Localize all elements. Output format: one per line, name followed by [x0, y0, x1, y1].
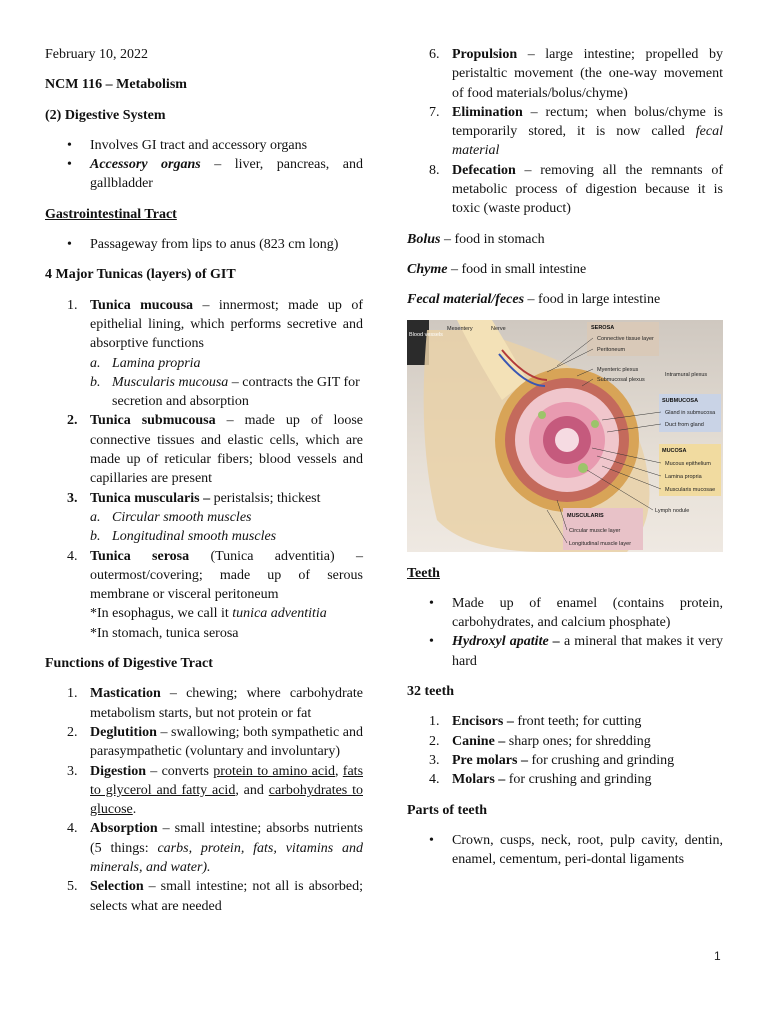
- item-number: 4.: [429, 772, 440, 788]
- list-item: [407, 161, 723, 219]
- list-item-text: – innermost; made up of epithelial lining, which performs secretive and absorptive functions: [90, 297, 363, 352]
- list-item-text: – removing all the remnants of metabolic process of digestion because it is toxic (waste product): [452, 162, 723, 217]
- course-title: NCM 116 – Metabolism: [45, 77, 187, 93]
- figure-label: Myenteric plexus: [597, 366, 639, 373]
- term: Pre molars –: [452, 752, 528, 768]
- git-heading: Gastrointestinal Tract: [45, 206, 177, 222]
- italic-phrase: fecal material: [452, 124, 723, 159]
- term: Hydroxyl apatite –: [452, 634, 560, 650]
- functions-heading: Functions of Digestive Tract: [45, 656, 213, 672]
- item-number: 2.: [429, 733, 440, 749]
- list-item-text: (Tunica adventitia) – outermost/covering; made up of serous membrane or visceral peritoneum: [90, 548, 363, 603]
- definition-bolus: [407, 230, 723, 249]
- list-item: [45, 296, 363, 354]
- underlined-phrase: protein to amino acid: [213, 763, 335, 779]
- figure-label: Mucous epithelium: [665, 460, 711, 467]
- figure-label: Longitudinal muscle layer: [569, 540, 632, 547]
- sub-item: [45, 508, 363, 527]
- item-number: 3.: [67, 763, 78, 779]
- list-item-text: a mineral that makes it very hard: [452, 634, 723, 669]
- term: Mastication: [90, 686, 161, 702]
- term: Tunica mucousa: [90, 297, 194, 313]
- term: Absorption: [90, 821, 158, 837]
- term: Tunica serosa: [90, 548, 190, 564]
- lumen: [555, 428, 579, 452]
- section-title: (2) Digestive System: [45, 107, 166, 123]
- figure-label: Duct from gland: [665, 421, 704, 428]
- term: Chyme: [407, 261, 448, 277]
- list-item: [45, 723, 363, 762]
- definition-chyme: [407, 260, 723, 279]
- term: Muscularis mucousa: [112, 374, 229, 390]
- list-item-text: – made up of loose connective tissues and elastic cells, which are made up of reticular fibers; blood vessels and capillaries are present: [90, 413, 363, 487]
- list-item-text: Involves GI tract and accessory organs: [90, 137, 308, 153]
- list-item: [45, 155, 363, 194]
- item-number: 6.: [429, 47, 440, 62]
- figure-label: Circular muscle layer: [569, 527, 621, 534]
- sub-item-text: Circular smooth muscles: [112, 509, 252, 525]
- note-esophagus: [45, 604, 363, 623]
- note-text: *In esophagus, we call it: [90, 606, 233, 622]
- list-item-text: peristalsis; thickest: [210, 490, 321, 506]
- item-number: 4.: [67, 821, 78, 837]
- date-line: February 10, 2022: [45, 47, 149, 62]
- figure-heading: SUBMUCOSA: [662, 397, 699, 404]
- list-item-text: front teeth; for cutting: [513, 714, 642, 730]
- teeth-count-heading: 32 teeth: [407, 684, 455, 700]
- figure-label: Muscularis mucosae: [665, 486, 716, 493]
- figure-heading: MUSCULARIS: [567, 512, 604, 519]
- bullet-glyph: •: [67, 157, 72, 173]
- intro-list: [45, 136, 363, 194]
- list-item-text: sharp ones; for shredding: [505, 733, 651, 749]
- figure-label: Submucosal plexus: [597, 376, 645, 383]
- term: Digestion: [90, 763, 146, 779]
- item-number: 3.: [67, 490, 78, 506]
- definition-text: – food in small intestine: [447, 261, 587, 277]
- term: Molars –: [452, 772, 506, 788]
- figure-label: Lamina propria: [665, 473, 702, 480]
- note-stomach: *In stomach, tunica serosa: [90, 625, 239, 641]
- lymph-nodule-dot: [578, 463, 588, 473]
- list-item: [407, 751, 723, 770]
- figure-label: Lymph nodule: [655, 507, 690, 514]
- list-item-text: – swallowing; both sympathetic and parasympathetic (voluntary and involuntary): [90, 724, 363, 760]
- separator: .: [132, 802, 137, 818]
- sub-item: [45, 527, 363, 546]
- gland-dot: [591, 420, 599, 428]
- list-item: [407, 732, 723, 751]
- term: Accessory organs: [90, 157, 201, 173]
- note-term: tunica adventitia: [232, 606, 327, 622]
- italic-phrase: carbs, protein, fats, vitamins and minerals, and water).: [90, 840, 363, 875]
- list-item: [45, 136, 363, 155]
- bullet-glyph: •: [429, 595, 434, 611]
- list-item-text: – liver, pancreas, and gallbladder: [90, 157, 363, 192]
- separator: , and: [235, 782, 269, 798]
- list-item: [407, 594, 723, 633]
- list-item-text: for crushing and grinding: [505, 772, 652, 788]
- item-number: 2.: [67, 724, 78, 740]
- term: Tunica muscularis –: [90, 490, 211, 506]
- term: Defecation: [452, 162, 516, 178]
- sub-item-letter: a.: [90, 355, 101, 371]
- term: Deglutition: [90, 724, 157, 740]
- functions-list: [45, 684, 363, 916]
- item-number: 4.: [67, 548, 78, 564]
- list-item-text: – small intestine; not all is absorbed; selects what are needed: [90, 879, 363, 914]
- list-item-text: Made up of enamel (contains protein, carbohydrates, and calcium phosphate): [452, 595, 723, 631]
- teeth-types-list: [407, 712, 723, 789]
- figure-heading: MUCOSA: [662, 447, 687, 454]
- list-item: [45, 819, 363, 877]
- item-number: 7.: [429, 104, 440, 120]
- definition-text: – food in stomach: [440, 231, 545, 247]
- list-item-text: for crushing and grinding: [527, 752, 675, 768]
- gland-dot: [538, 411, 546, 419]
- figure-label: Nerve: [491, 325, 506, 332]
- item-number: 2.: [67, 413, 78, 429]
- term: Fecal material/feces: [407, 292, 525, 308]
- list-item: [407, 712, 723, 731]
- item-number: 1.: [67, 686, 78, 702]
- term: Propulsion: [452, 47, 518, 62]
- bullet-glyph: •: [429, 634, 434, 650]
- bullet-glyph: •: [67, 237, 72, 253]
- bullet-glyph: •: [67, 137, 72, 153]
- figure-label: Blood vessels: [409, 331, 443, 338]
- right-column: [407, 45, 723, 869]
- figure-label: Mesentery: [447, 325, 473, 332]
- list-item-text: Passageway from lips to anus (823 cm long): [90, 237, 339, 253]
- term: Bolus: [407, 231, 441, 247]
- figure-label: Gland in submucosa: [665, 409, 716, 416]
- bullet-glyph: •: [429, 832, 434, 848]
- figure-heading: SEROSA: [591, 324, 615, 331]
- term: Canine –: [452, 733, 506, 749]
- list-item-text: – converts: [146, 763, 214, 779]
- sub-item: [45, 373, 363, 412]
- sub-item-letter: b.: [90, 374, 101, 390]
- list-item: [45, 547, 363, 605]
- list-item-text: – large intestine; propelled by peristaltic movement (the one-way movement of food materials/bolus/chyme): [452, 47, 723, 101]
- left-column: [45, 45, 363, 916]
- list-item: [407, 632, 723, 671]
- item-number: 1.: [429, 714, 440, 730]
- sub-item: [45, 354, 363, 373]
- list-item-text: – rectum; when bolus/chyme is temporarily stored, it is now called: [452, 104, 723, 140]
- list-item: [45, 684, 363, 723]
- term: Tunica submucousa: [90, 413, 216, 429]
- term: Selection: [90, 879, 144, 895]
- list-item-text: – small intestine; absorbs nutrients (5 things:: [90, 821, 363, 856]
- item-number: 5.: [67, 879, 78, 895]
- item-number: 1.: [67, 297, 78, 313]
- sub-item-letter: b.: [90, 529, 101, 545]
- definition-text: – food in large intestine: [524, 292, 661, 308]
- list-item: [407, 831, 723, 870]
- item-number: 8.: [429, 162, 440, 178]
- teeth-heading: Teeth: [407, 565, 440, 581]
- list-item: [45, 762, 363, 820]
- sub-item-letter: a.: [90, 509, 101, 525]
- list-item: [45, 489, 363, 508]
- sub-item-text: – contracts the GIT for secretion and absorption: [112, 374, 360, 410]
- list-item: [407, 45, 723, 103]
- list-item: [45, 235, 363, 254]
- list-item-text: Crown, cusps, neck, root, pulp cavity, dentin, enamel, cementum, peri-dontal ligaments: [452, 832, 723, 868]
- tunicas-list: [45, 296, 363, 643]
- gi-wall-anatomy-figure: [407, 320, 723, 552]
- term: Elimination: [452, 104, 523, 120]
- list-item: [407, 103, 723, 161]
- sub-item-text: Lamina propria: [112, 355, 201, 371]
- sub-item-text: Longitudinal smooth muscles: [112, 529, 277, 545]
- item-number: 3.: [429, 752, 440, 768]
- teeth-bullets: [407, 594, 723, 671]
- figure-label: Connective tissue layer: [597, 335, 654, 342]
- parts-heading: Parts of teeth: [407, 802, 488, 818]
- tunicas-heading: 4 Major Tunicas (layers) of GIT: [45, 267, 236, 283]
- underlined-phrase: carbohydrates to glucose: [90, 782, 363, 818]
- figure-label: Intramural plexus: [665, 371, 708, 378]
- underlined-phrase: fats to glycerol and fatty acid: [90, 763, 364, 798]
- term: Encisors –: [452, 714, 514, 730]
- gi-wall-illustration: [407, 320, 723, 552]
- figure-label: Peritoneum: [597, 346, 626, 353]
- separator: ,: [335, 763, 343, 779]
- list-item: [407, 770, 723, 789]
- page-number: 1: [714, 949, 721, 963]
- functions-list-continued: [407, 45, 723, 219]
- definition-fecal: [407, 290, 723, 309]
- list-item: [45, 411, 363, 488]
- list-item-text: – chewing; where carbohydrate metabolism starts, but not protein or fat: [90, 686, 363, 721]
- list-item: [45, 877, 363, 916]
